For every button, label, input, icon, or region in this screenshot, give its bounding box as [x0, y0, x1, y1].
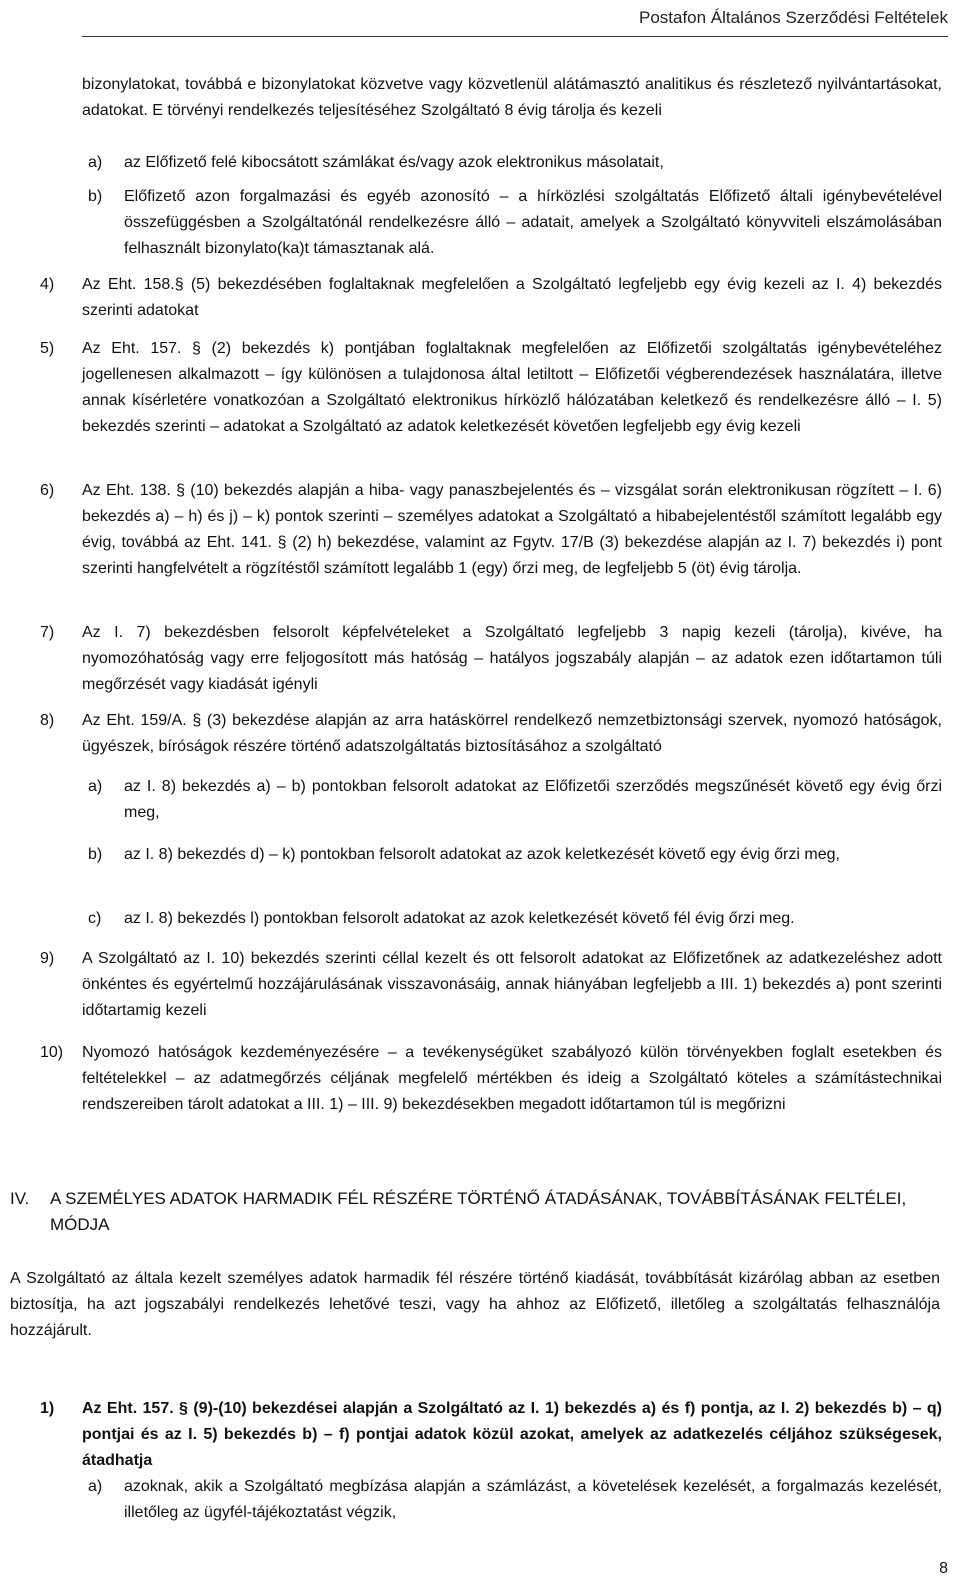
list-item-text: Az Eht. 138. § (10) bekezdés alapján a hiba- vagy panaszbejelentés és – vizsgálat során elektronikusan rögzített – I. 6) bekezdés a) – h) és j) – k) pontok szerinti – személyes adatokat a Szolgáltató a hibabejelentéstől számított legalább egy évig, továbbá az Eht. 141. § (2) h) bekezdése, valamint az Fgytv. 17/B (3) bekezdése alapján az I. 7) bekezdés i) pont szerinti hangfelvételt a rögzítéstől számított legalább 1 (egy) őrzi meg, de legfeljebb 5 (öt) évig tárolja. — [82, 482, 942, 577]
list-item-8 — [40, 708, 942, 760]
intro-item-a — [82, 150, 942, 176]
section-number: IV. — [10, 1189, 30, 1208]
list-item-text: A Szolgáltató az I. 10) bekezdés szerinti céllal kezelt és ott felsorolt adatokat az Előfizetőnek az adatkezeléshez adott önkéntes és egyértelmű hozzájárulásának visszavonásáig, annak hiányában legfeljebb a III. 1) bekezdés a) pont szerinti időtartamig kezeli — [82, 950, 942, 1019]
section-heading — [10, 1186, 940, 1238]
sub-item-text: az I. 8) bekezdés a) – b) pontokban felsorolt adatokat az Előfizetői szerződés megszűnését követő egy évig őrzi meg, — [124, 778, 942, 821]
list-item-7 — [40, 620, 942, 698]
page-number: 8 — [939, 1560, 948, 1577]
section-item-label: 1) — [40, 1400, 55, 1417]
list-item-9 — [40, 946, 942, 1024]
sub-item-label: b) — [88, 846, 103, 863]
list-item-label: 9) — [40, 950, 55, 967]
sub-item-text: azoknak, akik a Szolgáltató megbízása alapján a számlázást, a követelések kezelését, a forgalmazás kezelését, illetőleg az ügyfél-tájékoztatást végzik, — [124, 1478, 942, 1521]
list-item-label: 4) — [40, 276, 55, 293]
list-item-label: 6) — [40, 482, 55, 499]
sub-item-text: az I. 8) bekezdés l) pontokban felsorolt adatokat az azok keletkezését követő fél évig őrzi meg. — [124, 910, 795, 927]
intro-item-text: az Előfizető felé kibocsátott számlákat és/vagy azok elektronikus másolatait, — [124, 154, 664, 171]
section-item-1a — [82, 1474, 942, 1526]
page-header-title: Postafon Általános Szerződési Feltételek — [638, 8, 948, 27]
sub-item-label: c) — [88, 910, 102, 927]
sub-item-8b — [82, 842, 942, 868]
intro-item-label: a) — [88, 154, 103, 171]
intro-paragraph: bizonylatokat, továbbá e bizonylatokat közvetve vagy közvetlenül alátámasztó analitikus és részletező nyilvántartásokat, adatokat. E törvényi rendelkezés teljesítéséhez Szolgáltató 8 évig tárolja és kezeli — [82, 76, 942, 119]
list-item-text: Az Eht. 159/A. § (3) bekezdése alapján az arra hatáskörrel rendelkező nemzetbiztonsági szervek, nyomozó hatóságok, ügyészek, bíróságok részére történő adatszolgáltatás biztosításához a szolgáltató — [82, 712, 942, 755]
sub-item-label: a) — [88, 1478, 103, 1495]
sub-item-8c — [82, 906, 942, 932]
list-item-text: Az I. 7) bekezdésben felsorolt képfelvételeket a Szolgáltató legfeljebb 3 napig kezeli (tárolja), kivéve, ha nyomozóhatóság vagy erre feljogosított más hatóság – hatályos jogszabály alapján – az adatok ezen időtartamon túli megőrzését vagy kiadását igényli — [82, 624, 942, 693]
section-item-text: Az Eht. 157. § (9)-(10) bekezdései alapján a Szolgáltató az I. 1) bekezdés a) és f) pontja, az I. 2) bekezdés b) – q) pontjai és az I. 5) bekezdés b) – f) pontjai adatok közül azokat, amelyek az adatkezelés céljához szükségesek, átadhatja — [82, 1400, 942, 1469]
list-item-label: 10) — [40, 1044, 64, 1061]
section-paragraph: A Szolgáltató az általa kezelt személyes adatok harmadik fél részére történő kiadását, továbbítását kizárólag abban az esetben biztosítja, ha azt jogszabályi rendelkezés lehetővé teszi, vagy ha ahhoz az Előfizető, illetőleg a szolgáltatás felhasználója hozzájárult. — [10, 1270, 940, 1339]
list-item-5 — [40, 336, 942, 440]
list-item-label: 7) — [40, 624, 55, 641]
list-item-label: 5) — [40, 340, 55, 357]
list-item-text: Az Eht. 158.§ (5) bekezdésében foglaltaknak megfelelően a Szolgáltató legfeljebb egy évig kezeli az I. 4) bekezdés szerinti adatokat — [82, 276, 942, 319]
section-title: A SZEMÉLYES ADATOK HARMADIK FÉL RÉSZÉRE TÖRTÉNŐ ÁTADÁSÁNAK, TOVÁBBÍTÁSÁNAK FELTÉLEI, MÓDJA — [50, 1189, 907, 1234]
list-item-6 — [40, 478, 942, 582]
section-item-1 — [40, 1396, 942, 1474]
list-item-text: Nyomozó hatóságok kezdeményezésére – a tevékenységüket szabályozó külön törvényekben foglalt esetekben és feltételekkel – az adatmegőrzés céljának megfelelő mértékben és ideig a Szolgáltató köteles a számítástechnikai rendszereiben tárolt adatokat a III. 1) – III. 9) bekezdésekben megadott időtartamon túl is megőrizni — [82, 1044, 942, 1113]
header-rule — [82, 36, 948, 37]
intro-item-b — [82, 184, 942, 262]
sub-item-label: a) — [88, 778, 103, 795]
list-item-text: Az Eht. 157. § (2) bekezdés k) pontjában foglaltaknak megfelelően az Előfizetői szolgáltatás igénybevételéhez jogellenesen alkalmazott – így különösen a tulajdonosa által letiltott – Előfizetői végberendezések használatára, illetve annak kísérletére vonatkozóan a Szolgáltató elektronikus hírközlő hálózatában keletkező és rendelkezésre álló – I. 5) bekezdés szerinti – adatokat a Szolgáltató az adatok keletkezését követően legfeljebb egy évig kezeli — [82, 340, 942, 435]
list-item-10 — [40, 1040, 942, 1118]
list-item-4 — [40, 272, 942, 324]
intro-item-label: b) — [88, 188, 103, 205]
intro-item-text: Előfizető azon forgalmazási és egyéb azonosító – a hírközlési szolgáltatás Előfizető általi igénybevételével összefüggésben a Szolgáltatónál rendelkezésre álló – adatait, amelyek a Szolgáltató könyvviteli elszámolásában felhasznált bizonylato(ka)t támasztanak alá. — [124, 188, 942, 257]
sub-item-8a — [82, 774, 942, 826]
sub-item-text: az I. 8) bekezdés d) – k) pontokban felsorolt adatokat az azok keletkezését követő egy évig őrzi meg, — [124, 846, 840, 863]
list-item-label: 8) — [40, 712, 55, 729]
